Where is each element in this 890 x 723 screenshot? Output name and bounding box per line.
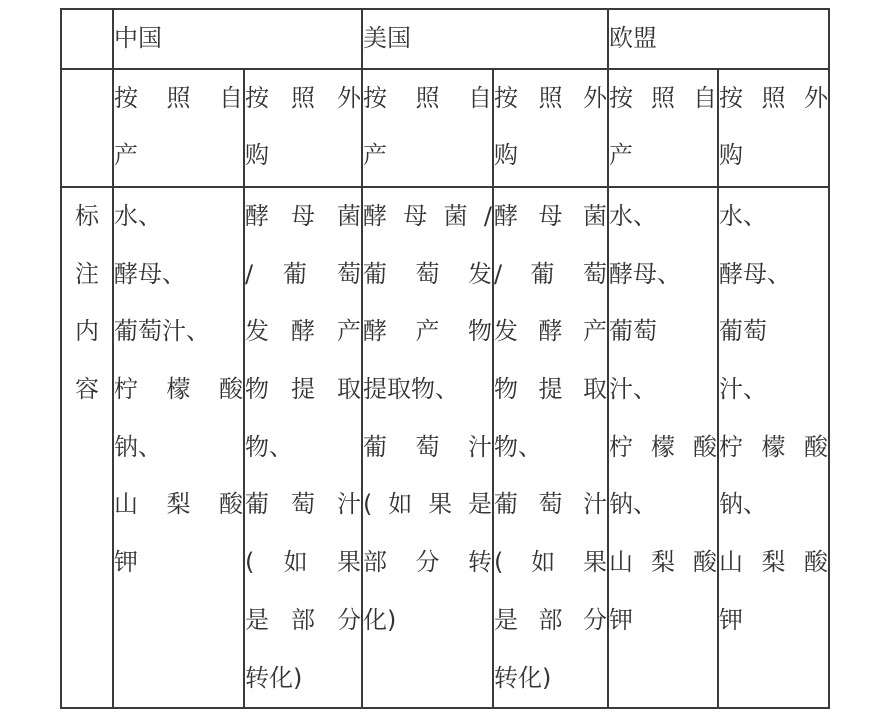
cell-line: 钠、 (719, 490, 767, 519)
cell-line: 山梨酸 (719, 548, 828, 577)
cell-line: 按照自 (609, 84, 717, 112)
cell-line: 葡萄发 (363, 259, 492, 288)
cell-line: 酵母菌 (245, 202, 361, 230)
cell-line: 山梨酸 (609, 548, 717, 577)
basis-label-cell (61, 69, 113, 187)
cell-line: 葡萄 (719, 317, 767, 346)
cell-line: 物提取 (494, 375, 607, 404)
cell-line: 产 (609, 141, 633, 169)
content-eu-self (608, 187, 718, 708)
cell-line: 物、 (245, 432, 293, 461)
cell-line: 购 (494, 141, 518, 169)
basis-china-outsourced (244, 69, 362, 187)
content-us-self (362, 187, 493, 708)
cell-line: 柠檬酸 (719, 432, 828, 461)
content-china-self (113, 187, 244, 708)
cell-line: 水、 (609, 202, 657, 230)
cell-line: 购 (719, 141, 743, 169)
region-china: 中国 (113, 9, 362, 69)
cell-line: 按照自 (363, 84, 492, 112)
basis-us-outsourced (493, 69, 608, 187)
cell-line: 部分转 (363, 548, 492, 577)
cell-line: 是部分 (245, 605, 361, 634)
cell-line: 是部分 (494, 605, 607, 634)
cell-line: (如果 (494, 548, 607, 577)
cell-line: 产 (363, 141, 387, 169)
cell-line: 汁、 (609, 375, 657, 404)
cell-line: 提取物、 (363, 375, 459, 404)
basis-eu-self (608, 69, 718, 187)
cell-line: 柠檬酸 (609, 432, 717, 461)
region-us: 美国 (362, 9, 608, 69)
content-row (61, 187, 829, 708)
cell-line: 酵产物 (363, 317, 492, 346)
cell-line: 山梨酸 (114, 490, 243, 519)
cell-line: 酵母、 (114, 259, 186, 288)
cell-line: 葡萄汁 (363, 432, 492, 461)
cell-line: 酵母、 (719, 259, 791, 288)
cell-line: 葡萄汁、 (114, 317, 210, 346)
cell-line: 柠檬酸 (114, 375, 243, 404)
cell-line: 化) (363, 605, 397, 634)
cell-line: 酵母、 (609, 259, 681, 288)
cell-line: /葡萄 (245, 259, 361, 288)
cell-line: 按照外 (719, 84, 828, 112)
cell-line: 葡萄汁 (494, 490, 607, 519)
region-header-row (61, 9, 829, 69)
cell-line: 水、 (114, 202, 162, 230)
cell-line: 发酵产 (494, 317, 607, 346)
content-china-outsourced (244, 187, 362, 708)
cell-line: 葡萄 (609, 317, 657, 346)
cell-line: 钾 (609, 605, 633, 634)
cell-line: 按照外 (494, 84, 607, 112)
cell-line: /葡萄 (494, 259, 607, 288)
labeling-comparison-table (60, 8, 830, 709)
cell-line: (如果是 (363, 490, 492, 519)
region-eu: 欧盟 (608, 9, 829, 69)
basis-header-row (61, 69, 829, 187)
corner-cell (61, 9, 113, 69)
cell-line: 水、 (719, 202, 767, 230)
cell-line: 标 (75, 202, 99, 230)
content-eu-outsourced (718, 187, 829, 708)
cell-line: 按照自 (114, 84, 243, 112)
cell-line: 产 (114, 141, 138, 169)
cell-line: 物、 (494, 432, 542, 461)
cell-line: 汁、 (719, 375, 767, 404)
cell-line: 内 (75, 317, 99, 346)
cell-line: 钾 (719, 605, 743, 634)
cell-line: (如果 (245, 548, 361, 577)
cell-line: 钠、 (114, 432, 162, 461)
cell-line: 发酵产 (245, 317, 361, 346)
cell-line: 转化) (494, 663, 552, 692)
basis-us-self (362, 69, 493, 187)
cell-line: 物提取 (245, 375, 361, 404)
cell-line: 钾 (114, 548, 138, 577)
cell-line: 钠、 (609, 490, 657, 519)
cell-line: 容 (75, 375, 99, 404)
cell-line: 注 (75, 259, 99, 288)
cell-line: 酵母菌/ (363, 202, 492, 230)
cell-line: 购 (245, 141, 269, 169)
cell-line: 按照外 (245, 84, 361, 112)
cell-line: 转化) (245, 663, 303, 692)
cell-line: 葡萄汁 (245, 490, 361, 519)
content-us-outsourced (493, 187, 608, 708)
basis-china-self (113, 69, 244, 187)
row-label-cell (61, 187, 113, 708)
cell-line: 酵母菌 (494, 202, 607, 230)
basis-eu-outsourced (718, 69, 829, 187)
